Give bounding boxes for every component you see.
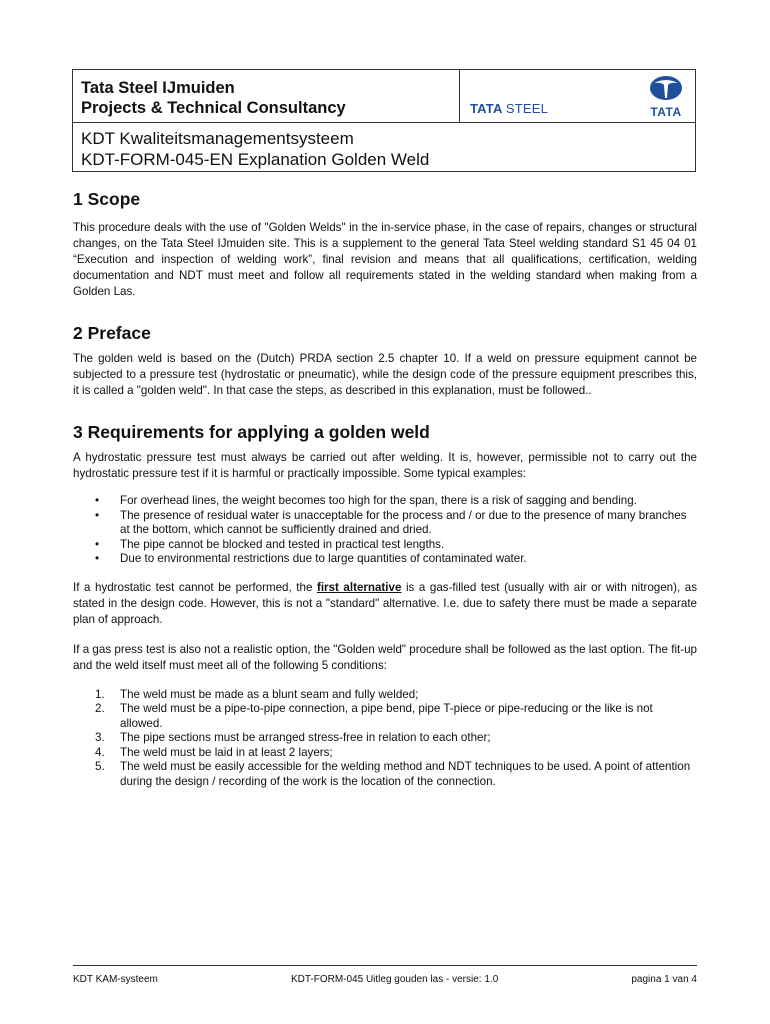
bullet-icon: • [95,494,100,507]
first-alternative-emphasis: first alternative [316,580,402,594]
list-item: • For overhead lines, the weight becomes too high for the span, there is a risk of sagging and bending. [95,494,637,507]
page-number: pagina 1 van 4 [631,974,697,985]
section-heading: 1 Scope [73,189,141,209]
bullet-icon: • [95,537,100,551]
form-title: KDT-FORM-045-EN Explanation Golden Weld [81,150,430,169]
section-paragraph: The golden weld is based on the (Dutch) PRDA section 2.5 chapter 10. If a weld on pressure equipment cannot be subjected to a pressure test (hydrostatic or pneumatic), while the design code of the pressure equipment prescribes this, it is called a "golden weld". In that case the steps, as described in this explanation, must be followed.. [73,352,697,397]
bullet-icon: • [95,508,100,522]
list-item: 5. The weld must be easily accessible for the welding method and NDT techniques to be used. A point of attention during the design / recording of the work is the location of the connection. [95,760,691,788]
organization-block [73,70,460,122]
footer-center: KDT-FORM-045 Uitleg gouden las - versie: 1.0 [290,974,499,985]
system-name: KDT Kwaliteitsmanagementsysteem [81,129,354,148]
conditions-list [73,688,697,790]
section-heading: 3 Requirements for applying a golden weld [73,422,430,442]
footer-left: KDT KAM-systeem [73,974,158,985]
alternative-paragraph: If a hydrostatic test cannot be performed, the first alternative is a gas-filled test (usually with air or with nitrogen), as stated in the design code. However, this is not a "standard" alternative. I.e. due to safety there must be made a separate plan of approach. [73,580,697,626]
logo-block [460,70,695,122]
document-header [72,69,696,172]
document-title-block [73,123,695,170]
section-paragraph: This procedure deals with the use of "Golden Welds" in the in-service phase, in the case of repairs, changes or structural changes, on the Tata Steel IJmuiden site. This is a supplement to the general Tata Steel welding standard S1 45 04 01 “Execution and inspection of welding work”, final revision and means that all qualifications, certification, welding documentation and NDT must meet and follow all requirements stated in the welding standard when making from a Golden Las. [73,221,697,298]
tata-steel-wordmark: TATA STEEL [470,101,549,116]
tata-emblem [643,75,689,118]
list-item: 3. The pipe sections must be arranged stress-free in relation to each other; [95,731,491,744]
page-footer [73,965,697,985]
list-item: • Due to environmental restrictions due to large quantities of contaminated water. [95,552,527,565]
org-name: Tata Steel IJmuiden [81,79,235,97]
list-item: • The presence of residual water is unacceptable for the process and / or due to the presence of many branches at the bottom, which cannot be sufficiently drained and dried. [95,508,687,536]
header-top-row [73,70,695,123]
org-department: Projects & Technical Consultancy [81,99,346,117]
section-heading: 2 Preface [73,323,151,343]
list-item: • The pipe cannot be blocked and tested in practical test lengths. [95,537,445,551]
section-paragraph: If a gas press test is also not a realistic option, the "Golden weld" procedure shall be followed as the last option. The fit-up and the weld itself must meet all of the following 5 conditions: [73,642,697,672]
section-requirements [73,421,697,789]
examples-list [73,494,697,567]
tata-emblem-label: TATA [650,105,682,119]
list-item: 4. The weld must be laid in at least 2 layers; [95,745,333,759]
section-paragraph: A hydrostatic pressure test must always be carried out after welding. It is, however, permissible not to carry out the hydrostatic pressure test if it is harmful or practically impossible. Some typical examples: [73,451,697,480]
bullet-icon: • [95,552,100,565]
tata-emblem-icon [649,75,683,101]
section-scope [73,188,697,300]
section-preface [73,322,697,399]
list-item: 1. The weld must be made as a blunt seam and fully welded; [95,687,419,701]
list-item: 2. The weld must be a pipe-to-pipe connection, a pipe bend, pipe T-piece or pipe-reducing or the like is not allowed. [95,702,653,730]
document-body [73,188,697,789]
